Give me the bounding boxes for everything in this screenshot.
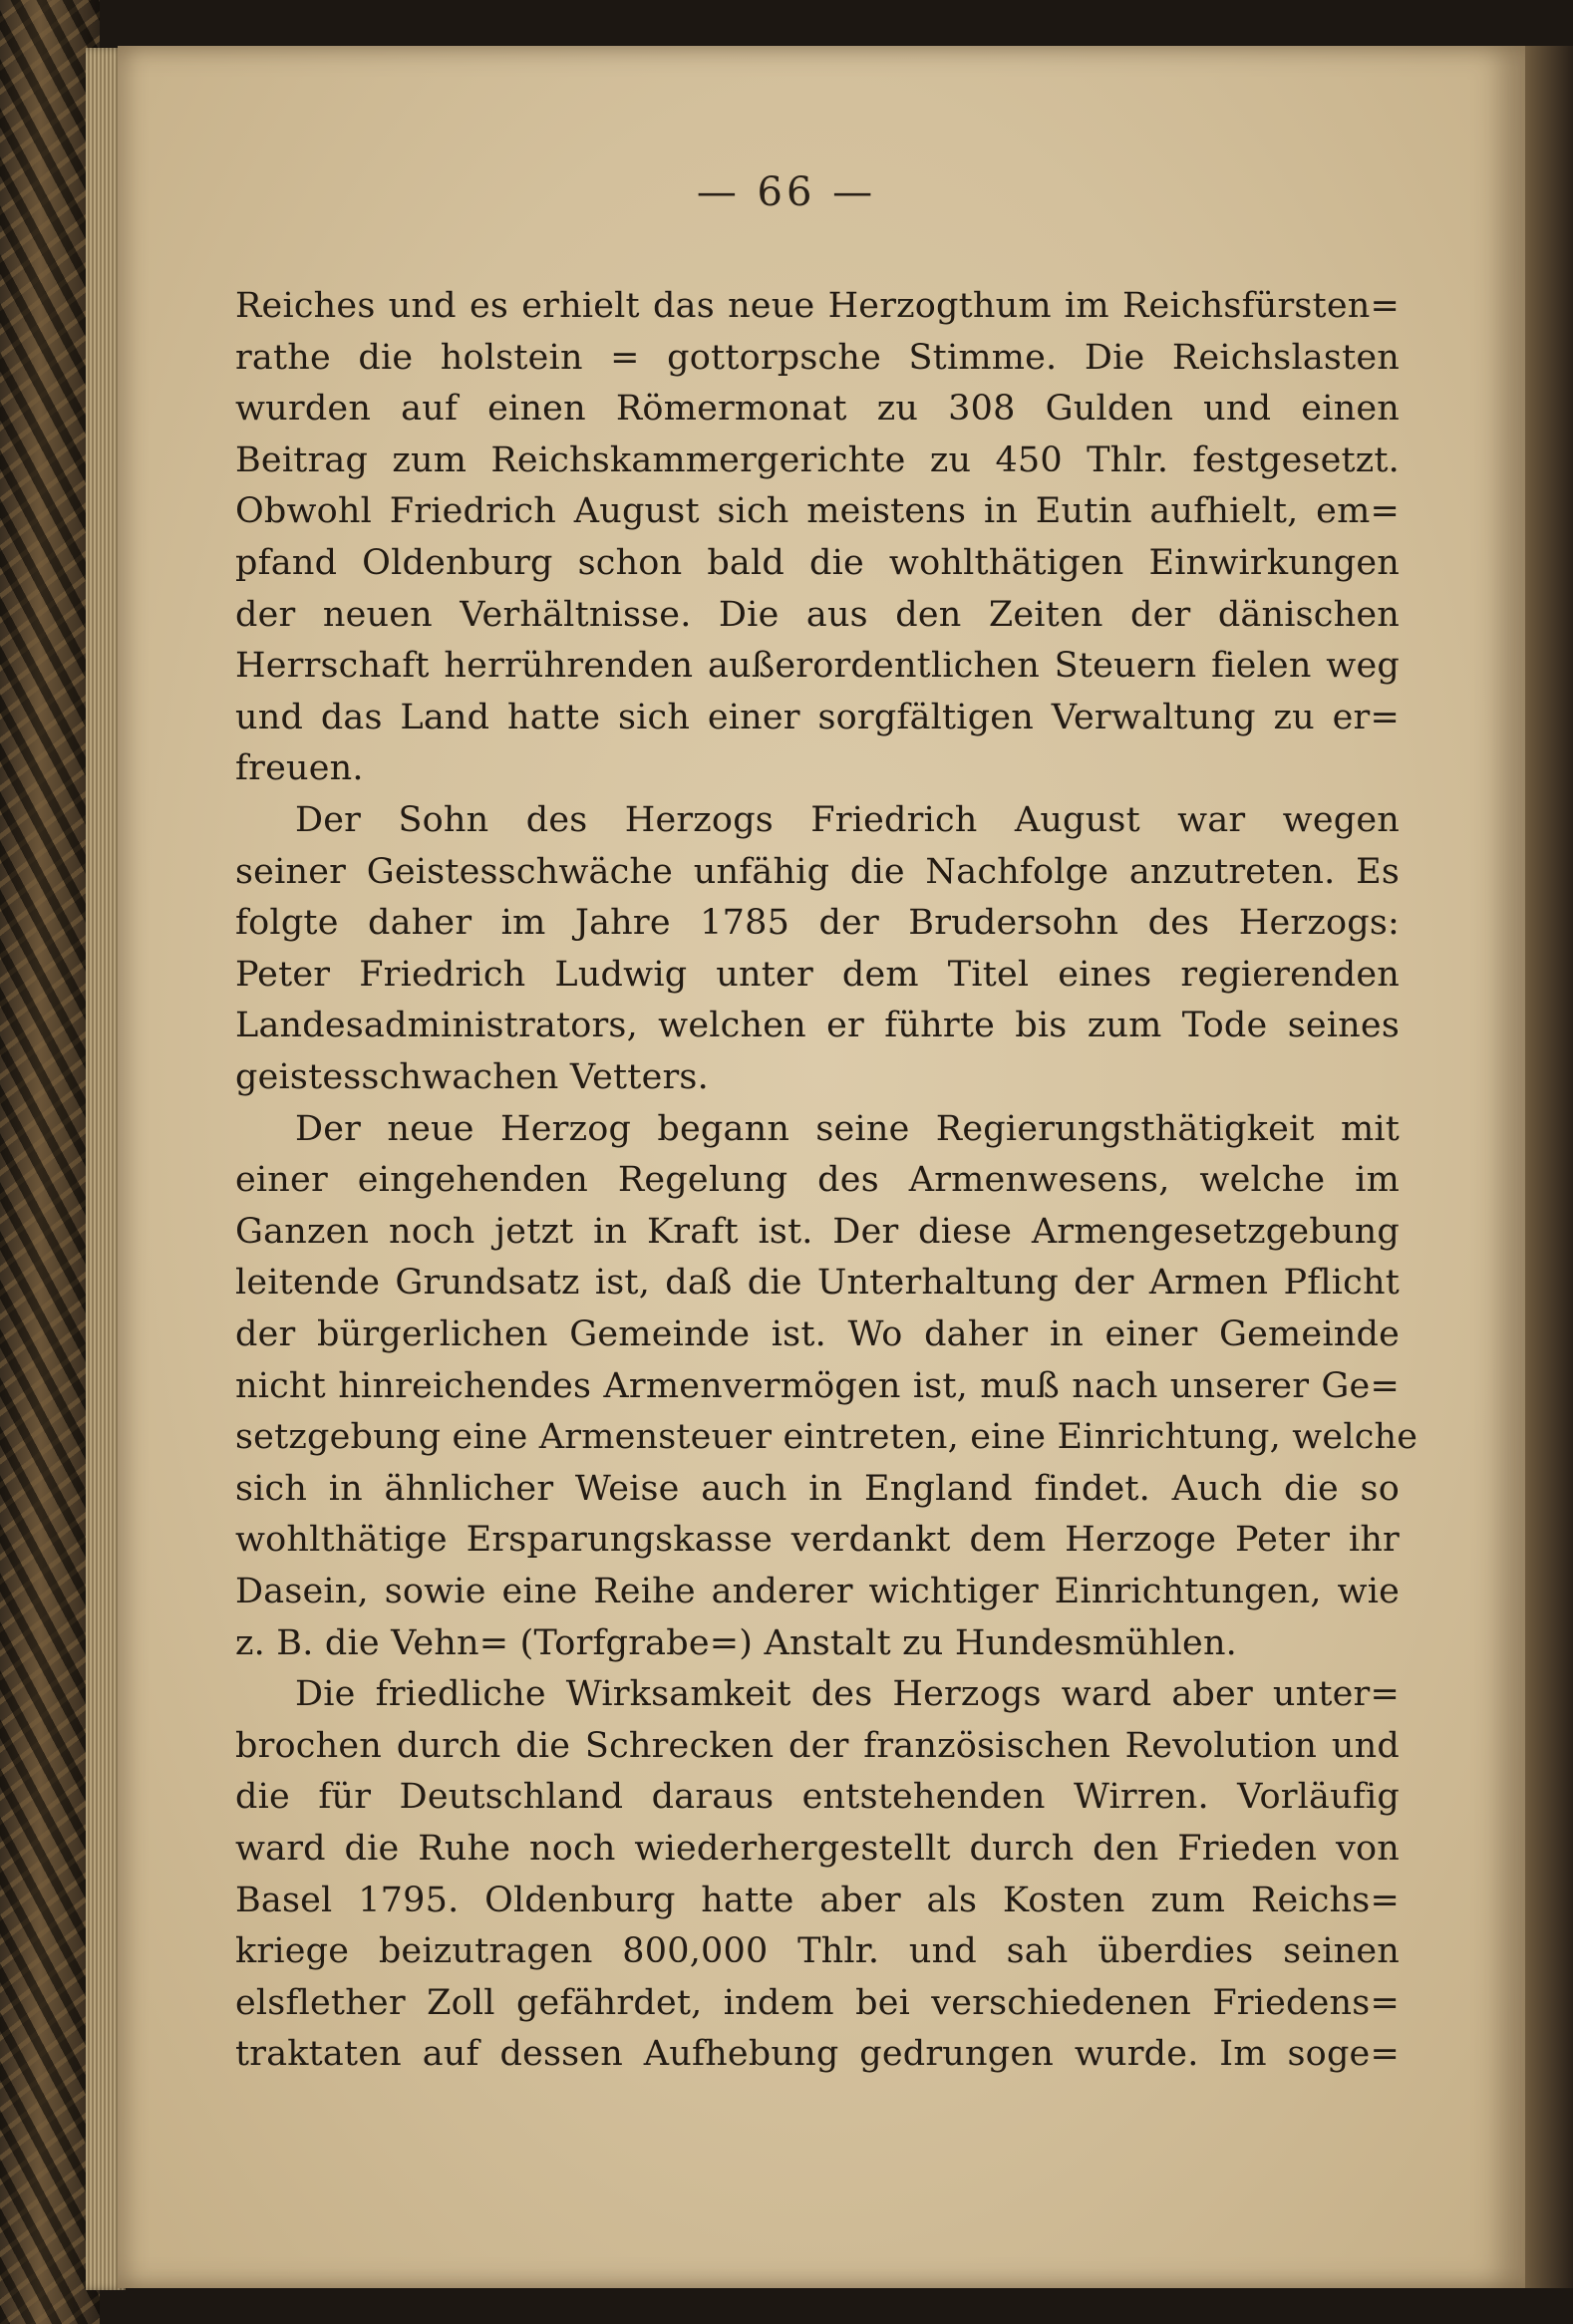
text-line: ward die Ruhe noch wiederhergestellt durch den Frieden von — [235, 1829, 1400, 1869]
text-line: sich in ähnlicher Weise auch in England findet. Auch die so — [235, 1469, 1400, 1509]
text-line: wohlthätige Ersparungskasse verdankt dem Herzoge Peter ihr — [235, 1520, 1400, 1560]
text-line: Obwohl Friedrich August sich meistens in Eutin aufhielt, em= — [235, 491, 1400, 531]
text-line: wurden auf einen Römermonat zu 308 Gulden und einen — [235, 389, 1400, 429]
text-line: der neuen Verhältnisse. Die aus den Zeiten der dänischen — [235, 595, 1400, 635]
text-line: Peter Friedrich Ludwig unter dem Titel eines regierenden — [235, 955, 1400, 995]
text-line: Der Sohn des Herzogs Friedrich August war wegen — [295, 800, 1400, 840]
text-line: Landesadministrators, welchen er führte bis zum Tode seines — [235, 1006, 1400, 1045]
text-line: der bürgerlichen Gemeinde ist. Wo daher in einer Gemeinde — [235, 1314, 1400, 1354]
text-line: geistesschwachen Vetters. — [235, 1057, 709, 1097]
marbled-book-cover — [0, 0, 100, 2324]
text-line: freuen. — [235, 748, 364, 788]
text-line: pfand Oldenburg schon bald die wohlthätigen Einwirkungen — [235, 543, 1400, 583]
text-line: nicht hinreichendes Armenvermögen ist, muß nach unserer Ge= — [235, 1366, 1400, 1406]
text-line: Basel 1795. Oldenburg hatte aber als Kosten zum Reichs= — [235, 1881, 1400, 1920]
text-line: leitende Grundsatz ist, daß die Unterhaltung der Armen Pflicht — [235, 1263, 1400, 1303]
text-line: traktaten auf dessen Aufhebung gedrungen wurde. Im soge= — [235, 2034, 1400, 2074]
text-line: setzgebung eine Armensteuer eintreten, eine Einrichtung, welche — [235, 1417, 1418, 1457]
text-line: Beitrag zum Reichskammergerichte zu 450 Thlr. festgesetzt. — [235, 440, 1400, 480]
text-line: brochen durch die Schrecken der französischen Revolution und — [235, 1726, 1400, 1766]
text-line: seiner Geistesschwäche unfähig die Nachfolge anzutreten. Es — [235, 852, 1400, 892]
text-line: und das Land hatte sich einer sorgfältigen Verwaltung zu er= — [235, 698, 1400, 737]
text-line: Herrschaft herrührenden außerordentlichen Steuern fielen weg — [235, 646, 1400, 686]
text-line: einer eingehenden Regelung des Armenwesens, welche im — [235, 1160, 1400, 1200]
text-line: Dasein, sowie eine Reihe anderer wichtiger Einrichtungen, wie — [235, 1572, 1400, 1611]
page-number: — 66 — — [696, 169, 877, 215]
text-line: kriege beizutragen 800,000 Thlr. und sah überdies seinen — [235, 1931, 1400, 1971]
text-line: Reiches und es erhielt das neue Herzogthum im Reichsfürsten= — [235, 286, 1400, 326]
text-line: Die friedliche Wirksamkeit des Herzogs ward aber unter= — [295, 1674, 1400, 1714]
book-gutter — [1525, 46, 1573, 2288]
text-line: z. B. die Vehn= (Torfgrabe=) Anstalt zu Hundesmühlen. — [235, 1623, 1238, 1663]
text-line: die für Deutschland daraus entstehenden Wirren. Vorläufig — [235, 1777, 1400, 1817]
text-line: Der neue Herzog begann seine Regierungsthätigkeit mit — [295, 1109, 1400, 1149]
text-line: rathe die holstein = gottorpsche Stimme. Die Reichslasten — [235, 338, 1400, 378]
text-line: folgte daher im Jahre 1785 der Brudersohn des Herzogs: — [235, 903, 1400, 943]
text-line: elsflether Zoll gefährdet, indem bei verschiedenen Friedens= — [235, 1983, 1400, 2023]
text-line: Ganzen noch jetzt in Kraft ist. Der diese Armengesetzgebung — [235, 1212, 1400, 1252]
